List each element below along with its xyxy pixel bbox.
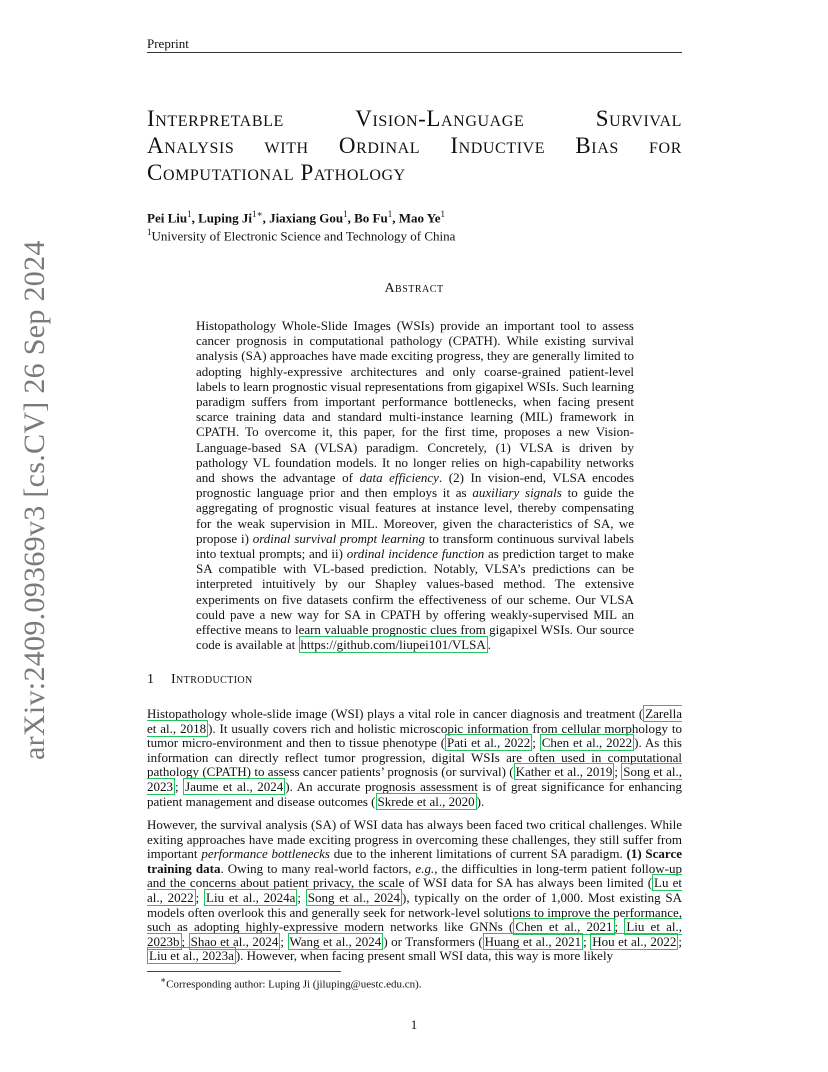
abstract-text: Histopathology Whole-Slide Images (WSIs) provide an important tool to assess cancer prognosis in computational pathology (CPATH). While existing survival analysis (SA) approaches have made exciting progress, they are generally limited to adopting highly-expressive architectures and only coarse-grained patient-level labels to learn prognostic visual representations from gigapixel WSIs. Such learning paradigm suffers from important performance bottlenecks, when facing present scarce training data and standard multi-instance learning (MIL) framework in CPATH. To overcome it, this paper, for the first time, proposes a new Vision-Language-based SA (VLSA) paradigm. Concretely, (1) VLSA is driven by pathology VL foundation models. It no longer relies on high-capability networks and shows the advantage of data efficiency. (2) In vision-end, VLSA encodes prognostic language prior and then employs it as auxiliary signals to guide the aggregating of prognostic visual features at instance level, thereby compensating for the weak supervision in MIL. Moreover, given the characteristics of SA, we propose i) ordinal survival prompt learning to transform continuous survival labels into textual prompts; and ii) ordinal incidence function as prediction target to make SA compatible with VL-based prediction. Notably, VLSA’s predictions can be interpreted intuitively by our Shapley values-based method. The extensive experiments on five datasets confirm the effectiveness of our scheme. Our VLSA could pave a new way for SA in CPATH by offering weakly-supervised MIL an effective means to learn valuable prognostic clues from gigapixel WSIs. Our source code is available at https://github.com/liupei101/VLSA . bbox=[196, 318, 635, 653]
citation-link[interactable]: Song et al., 2024 bbox=[307, 889, 401, 905]
running-header: Preprint bbox=[147, 36, 189, 51]
section-heading-introduction bbox=[147, 672, 253, 688]
author-name: Luping Ji bbox=[198, 210, 252, 226]
citation-link[interactable]: Shao et al., 2024 bbox=[190, 933, 279, 949]
intro-paragraph-2: However, the survival analysis (SA) of WSI data has always been faced two critical challenges. While exiting approaches have made exciting progress in overcoming these challenges, they still suffer from important performance bottlenecks due to the inherent limitations of current SA paradigm. (1) Scarce training data. Owing to many real-world factors, e.g., the difficulties in long-term patient follow-up and the concerns about patient privacy, the scale of WSI data for SA has always been limited ( Lu et al., 2022 ; Liu et al., 2024a ; Song et al., 2024 ), typically on the order of 1,000. Most existing SA models often overlook this and generally seek for network-level solutions to improve the performance, such as adopting highly-expressive modern networks like GNNs ( Chen et al., 2021 ; Liu et al., 2023b ; Shao et al., 2024 ; Wang et al., 2024 ) or Transformers ( Huang et al., 2021 ; Hou et al., 2022 ; Liu et al., 2023a ). However, when facing present small WSI data, this way is more likely bbox=[147, 817, 683, 964]
title-line-2: Analysis with Ordinal Inductive Bias for bbox=[147, 133, 682, 158]
title-line-1: Interpretable Vision-Language Survival bbox=[147, 106, 682, 131]
section-title: Introduction bbox=[171, 672, 253, 687]
paper-title bbox=[147, 105, 682, 186]
author-list: Pei Liu$^1$, Luping $Ji^{1∗}$, Jiaxiang Gou$^1$, Bo Fu$^1$, Mao Ye$^1$ bbox=[147, 209, 445, 226]
arxiv-identifier[interactable]: arXiv:2409.09369v3 [cs.CV] 26 Sep 2024 bbox=[18, 240, 51, 760]
affiliation: $^1$University of Electronic Science and Technology of China bbox=[147, 227, 456, 244]
citation-link[interactable]: Huang et al., 2021 bbox=[484, 933, 582, 949]
citation-link[interactable]: Song et al., 2023 bbox=[147, 764, 682, 794]
author-name: Pei Liu bbox=[147, 210, 188, 226]
title-line-3: Computational Pathology bbox=[147, 160, 406, 185]
page-number: 1 bbox=[410, 1017, 418, 1032]
abstract-heading: Abstract bbox=[384, 281, 444, 296]
author-name: Bo Fu bbox=[354, 210, 388, 226]
citation-link[interactable]: Chen et al., 2022 bbox=[541, 735, 633, 751]
author-name: Mao Ye bbox=[398, 210, 441, 226]
source-code-link[interactable]: https://github.com/liupei101/VLSA bbox=[300, 637, 486, 653]
header-rule bbox=[147, 52, 682, 53]
footnote-rule bbox=[147, 971, 341, 972]
citation-link[interactable]: Liu et al., 2024a bbox=[206, 889, 296, 905]
footnote: ∗Corresponding author: Luping Ji (jiluping@uestc.edu.cn). bbox=[160, 975, 422, 991]
section-number: 1 bbox=[147, 672, 155, 687]
citation-link[interactable]: Zarella et al., 2018 bbox=[147, 706, 682, 736]
citation-link[interactable]: Hou et al., 2022 bbox=[592, 933, 677, 949]
author-name: Jiaxiang Gou bbox=[269, 210, 344, 226]
citation-link[interactable]: Jaume et al., 2024 bbox=[185, 778, 284, 794]
citation-link[interactable]: Pati et al., 2022 bbox=[447, 735, 531, 751]
citation-link[interactable]: Chen et al., 2021 bbox=[515, 919, 613, 935]
citation-link[interactable]: Lu et al., 2022 bbox=[147, 875, 682, 905]
citation-link[interactable]: Liu et al., 2023b bbox=[147, 919, 682, 949]
citation-link[interactable]: Liu et al., 2023a bbox=[149, 948, 234, 964]
citation-link[interactable]: Kather et al., 2019 bbox=[515, 764, 613, 780]
citation-link[interactable]: Wang et al., 2024 bbox=[289, 933, 382, 949]
intro-paragraph-1: Histopathology whole-slide image (WSI) plays a vital role in cancer diagnosis and treatment ( Zarella et al., 2018 ). It usually covers rich and holistic microscopic information from cellular morphology to tumor micro-environment and then to tissue phenotype ( Pati et al., 2022 ; Chen et al., 2022 ). As this information can directly reflect tumor progression, digital WSIs are often used in computational pathology (CPATH) to assess cancer patients’ prognosis (or survival) ( Kather et al., 2019 ; Song et al., 2023 ; Jaume et al., 2024 ). An accurate prognosis assessment is of great significance for enhancing patient management and disease outcomes ( Skrede et al., 2020 ). bbox=[147, 706, 683, 809]
citation-link[interactable]: Skrede et al., 2020 bbox=[377, 793, 475, 809]
